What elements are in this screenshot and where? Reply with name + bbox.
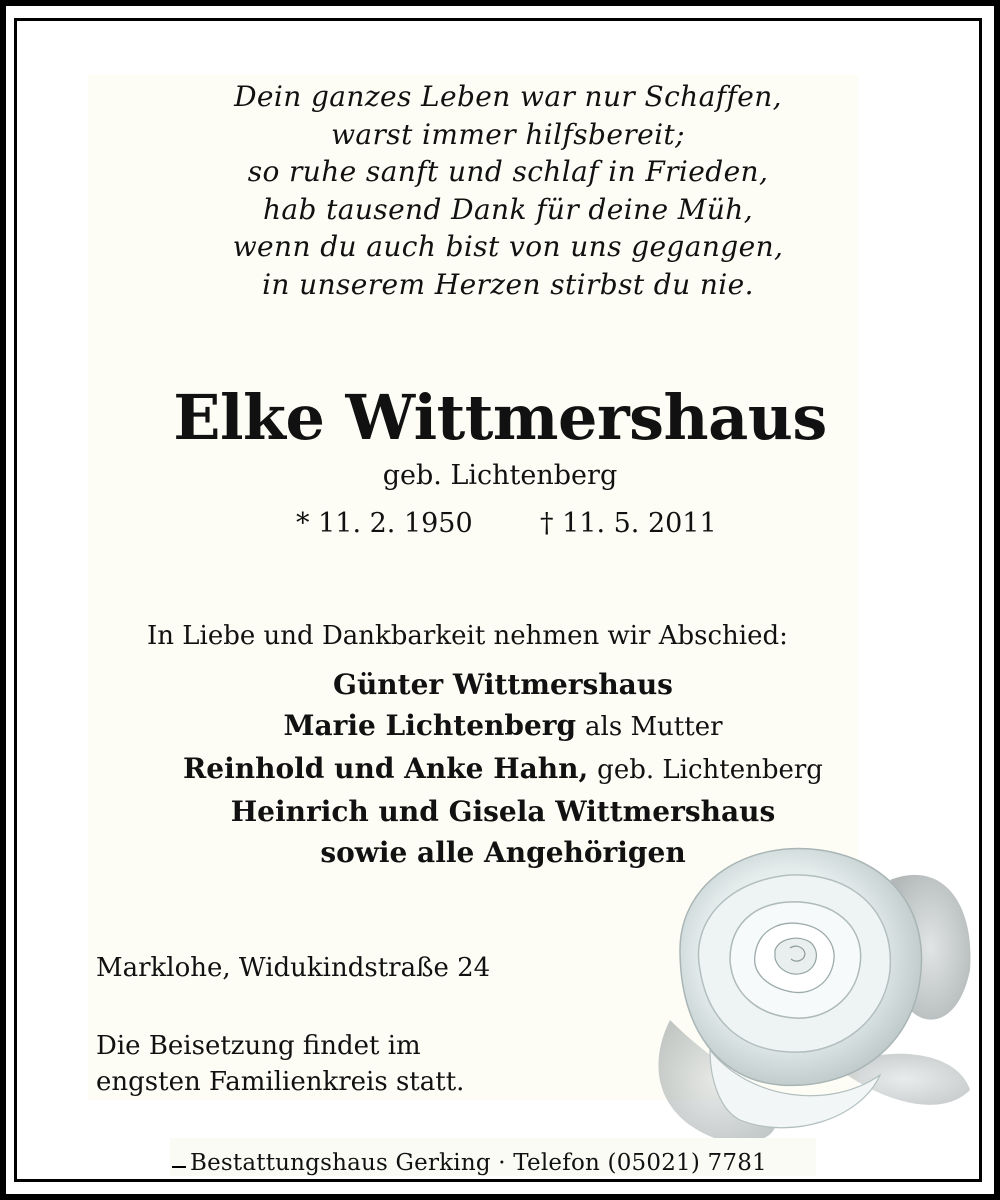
verse-line: warst immer hilfsbereit; (331, 117, 685, 151)
verse-line: Dein ganzes Leben war nur Schaffen, (234, 80, 782, 113)
maiden-name: geb. Lichtenberg (382, 460, 618, 491)
mourner-line (0, 664, 1000, 705)
mourner-name: Günter Wittmershaus (333, 668, 673, 701)
mourner-relation: als Mutter (585, 712, 723, 742)
funeral-note-line: Die Beisetzung findet im (96, 1031, 421, 1061)
memorial-verse (88, 78, 928, 303)
verse-line: wenn du auch bist von uns gegangen, (232, 230, 784, 263)
death-date: † 11. 5. 2011 (540, 508, 717, 539)
verse-line: in unserem Herzen stirbst du nie. (262, 267, 754, 301)
mourner-name: sowie alle Angehörigen (320, 836, 686, 869)
deceased-name: Elke Wittmershaus (173, 381, 827, 454)
farewell-intro: In Liebe und Dankbarkeit nehmen wir Abschied: (147, 621, 788, 651)
mourner-line (0, 705, 1000, 748)
address: Marklohe, Widukindstraße 24 (96, 953, 491, 983)
mourner-line (0, 832, 1000, 873)
verse-line: so ruhe sanft und schlaf in Frieden, (247, 155, 769, 188)
mourner-name: Heinrich und Gisela Wittmershaus (230, 795, 776, 828)
mourner-line (0, 791, 1000, 832)
mourner-name: Reinhold und Anke Hahn, (183, 752, 589, 785)
verse-line: hab tausend Dank für deine Müh, (262, 192, 754, 226)
birth-date: * 11. 2. 1950 (296, 508, 473, 539)
funeral-note (96, 1028, 464, 1100)
mourner-line (0, 748, 1000, 791)
mourners-list (0, 664, 1000, 873)
mourner-relation: geb. Lichtenberg (597, 755, 823, 785)
funeral-home-footer: Bestattungshaus Gerking · Telefon (05021) 7781 (190, 1150, 767, 1176)
mourner-name: Marie Lichtenberg (283, 709, 577, 742)
footer-rule (172, 1166, 186, 1168)
funeral-note-line: engsten Familienkreis statt. (96, 1067, 465, 1097)
